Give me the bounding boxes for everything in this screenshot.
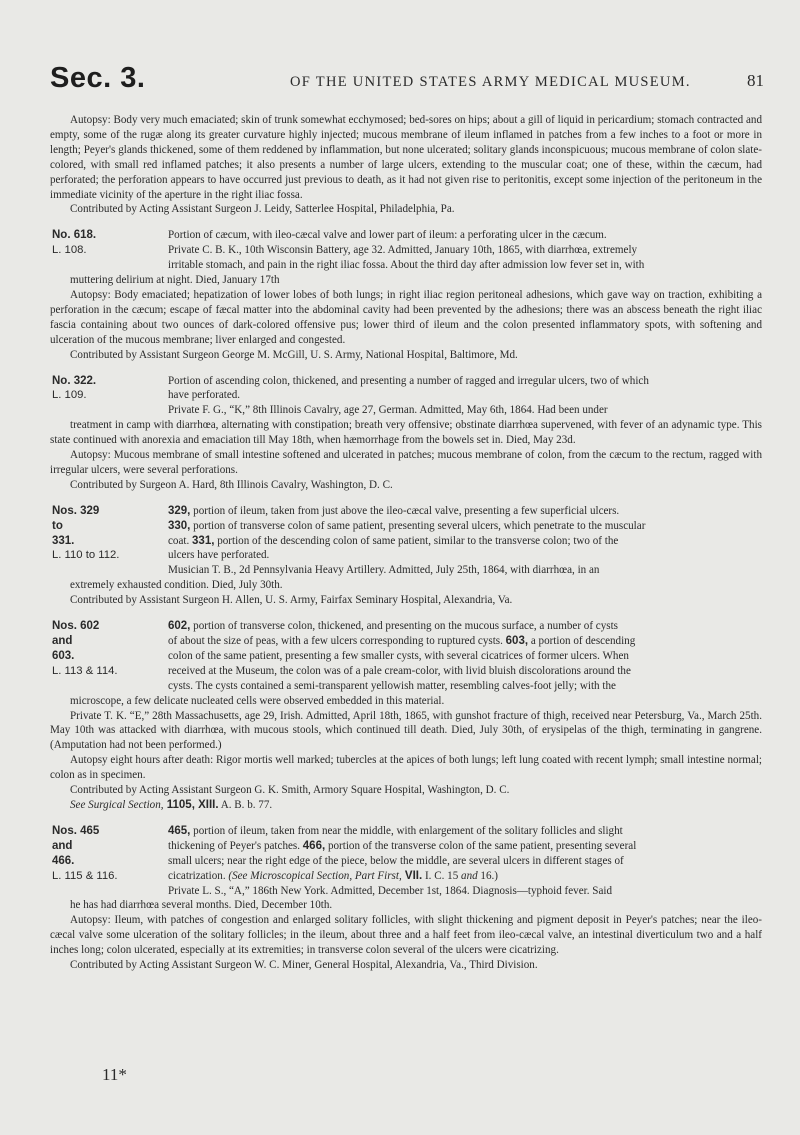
- specimen-ref: 329,: [168, 504, 191, 517]
- entry-line: have perforated.: [168, 389, 241, 402]
- specimen-entry-602-603: [50, 619, 762, 813]
- entry-line: Portion of cæcum, with ileo-cæcal valve and lower part of ileum: a perforating ulcer in the cæcum.: [168, 229, 607, 242]
- entry-text: he has had diarrhœa several months. Died, December 10th.: [70, 899, 333, 912]
- specimen-ref: 602,: [168, 620, 191, 633]
- entry-contributor: Contributed by Assistant Surgeon H. Allen, U. S. Army, Fairfax Seminary Hospital, Alexandria, Va.: [70, 594, 513, 607]
- catalogue-label: L. 113 & 114.: [52, 664, 118, 677]
- specimen-number: 466.: [52, 854, 75, 867]
- entry-autopsy: Autopsy: Ileum, with patches of congestion and enlarged solitary follicles, with slight thickening and pigment deposit in Peyer's patches; near the ileo-cæcal valve some ulceration of the solitary follicles; in the ileum, about three and a half feet from ileo-cæcal valve, an intestinal diverticulum two and a half inches long; colon ulcerated, especially at its extremities; in transverse colon several of the ulcers were cicatrizing.: [50, 914, 762, 957]
- entry-line: 465, portion of ileum, taken from near the middle, with enlargement of the solitary follicles and slight: [168, 824, 623, 837]
- catalogue-label: L. 110 to 112.: [52, 549, 120, 562]
- cross-reference: See Surgical Section, 1105, XIII. A. B. b. 77.: [70, 798, 273, 811]
- entry-line: of about the size of peas, with a few ulcers corresponding to ruptured cysts. 603, a portion of descending: [168, 635, 636, 647]
- specimen-entry-465-466: [50, 824, 762, 973]
- entry-line: ulcers have perforated.: [168, 549, 270, 562]
- entry-contributor: Contributed by Surgeon A. Hard, 8th Illinois Cavalry, Washington, D. C.: [70, 478, 393, 491]
- entry-line: cicatrization. (See Microscopical Section, Part First, VII. I. C. 15 and 16.): [168, 869, 498, 882]
- specimen-number: No. 322.: [52, 374, 97, 387]
- margin-label: [52, 374, 148, 404]
- intro-contributor: Contributed by Acting Assistant Surgeon J. Leidy, Satterlee Hospital, Philadelphia, Pa.: [70, 203, 455, 216]
- entry-line: colon of the same patient, presenting a few smaller cysts, with several cicatrices of former ulcers. When: [168, 649, 629, 662]
- catalogue-label: L. 109.: [52, 389, 87, 402]
- entry-line: Private F. G., “K,” 8th Illinois Cavalry, age 27, German. Admitted, May 6th, 1864. Had been under: [168, 404, 608, 417]
- signature-mark: 11*: [102, 1065, 127, 1084]
- page-body: [50, 113, 762, 973]
- entry-contributor: Contributed by Acting Assistant Surgeon W. C. Miner, General Hospital, Alexandria, Va., Third Division.: [70, 959, 538, 972]
- entry-text: extremely exhausted condition. Died, July 30th.: [70, 579, 283, 592]
- entry-line: Portion of ascending colon, thickened, and presenting a number of ragged and irregular ulcers, two of which: [168, 374, 649, 387]
- entry-autopsy: Autopsy: Body emaciated; hepatization of lower lobes of both lungs; in right iliac region peritoneal adhesions, which gave way on traction, exhibiting a perforation in the cæcum; escape of fæcal matter into the abdominal cavity had been prevented by the adhesions; there was an abscess beneath the right iliac fascia containing about two ounces of dark-colored offensive pus; lower third of ileum and the colon presented inflammatory spots, with softening and ulceration of the mucous membrane; liver enlarged and congested.: [50, 288, 762, 346]
- specimen-entry-322: [50, 374, 762, 493]
- specimen-number: 603.: [52, 649, 75, 662]
- margin-label: [52, 619, 148, 679]
- entry-text: muttering delirium at night. Died, January 17th: [70, 274, 280, 287]
- entry-text: treatment in camp with diarrhœa, alternating with constipation; breath very offensive; obstinate diarrhœa supervened, with fever of an adynamic type. This state continued with anorexia and emaciation till May 18th, when hæmorrhage from the bowels set in. Died, May 23d.: [50, 419, 762, 447]
- specimen-number: and: [52, 839, 73, 852]
- entry-line: small ulcers; near the right edge of the piece, below the middle, are several ulcers in different stages of: [168, 854, 624, 867]
- intro-autopsy: Autopsy: Body very much emaciated; skin of trunk somewhat ecchymosed; bed-sores on hips; about a gill of liquid in pericardium; stomach contracted and empty, some of the rugæ along its greater curvature highly injected; mucous membrane of ileum inflamed in patches from a few inches to a foot or more in length; Peyer's glands thickened, some of them reddened by inflammation, but none ulcerated; solitary glands inconspicuous; mucous membrane of colon slate-colored, with small red inflamed patches; it also presents a number of large ulcers, extending to the muscular coat; one of these, within the cæcum, had perforated; the perforation appears to have occurred just previous to death, as it had not given rise to peritonitis, except some injection of the peritoneum in the immediate vicinity of the aperture in the right iliac fossa.: [50, 114, 762, 201]
- specimen-ref: 466,: [302, 839, 326, 852]
- catalogue-label: L. 115 & 116.: [52, 869, 118, 882]
- specimen-entry-618: [50, 228, 762, 362]
- specimen-number: Nos. 602: [52, 620, 100, 633]
- specimen-entry-329-331: [50, 504, 762, 608]
- specimen-ref: 331,: [192, 534, 215, 547]
- entry-history: Private T. K. “E,” 28th Massachusetts, age 29, Irish. Admitted, April 18th, 1865, with gunshot fracture of thigh, received near Petersburg, Va., March 25th. May 10th was attacked with diarrhœa, with mucous stools, which continued till death. Died, July 30th, of erysipelas of the thigh, terminating in gangrene. (Amputation had not been performed.): [50, 709, 762, 752]
- entry-line: cysts. The cysts contained a semi-transparent yellowish matter, resembling calves-foot jelly; with the: [168, 679, 616, 692]
- entry-line: Private L. S., “A,” 186th New York. Admitted, December 1st, 1864. Diagnosis—typhoid fever. Said: [168, 884, 613, 897]
- entry-line: coat. 331, portion of the descending colon of same patient, similar to the transverse colon; two of the: [168, 534, 619, 547]
- specimen-number: Nos. 465: [52, 824, 100, 837]
- entry-line: thickening of Peyer's patches. 466, portion of the transverse colon of the same patient, presenting several: [168, 839, 637, 852]
- running-header: [50, 62, 770, 96]
- entry-line: 602, portion of transverse colon, thickened, and presenting on the mucous surface, a number of cysts: [168, 620, 618, 633]
- running-title: OF THE UNITED STATES ARMY MEDICAL MUSEUM.: [290, 74, 691, 90]
- entry-line: 329, portion of ileum, taken from just above the ileo-cæcal valve, presenting a few superficial ulcers.: [168, 504, 620, 517]
- entry-line: Private C. B. K., 10th Wisconsin Battery, age 32. Admitted, January 10th, 1865, with diarrhœa, extremely: [168, 244, 638, 257]
- entry-line: Musician T. B., 2d Pennsylvania Heavy Artillery. Admitted, July 25th, 1864, with diarrhœa, in an: [168, 564, 600, 577]
- specimen-number: No. 618.: [52, 229, 97, 242]
- entry-contributor: Contributed by Acting Assistant Surgeon G. K. Smith, Armory Square Hospital, Washington, D. C.: [70, 784, 510, 797]
- margin-label: [52, 228, 148, 258]
- entry-contributor: Contributed by Assistant Surgeon George M. McGill, U. S. Army, National Hospital, Baltimore, Md.: [70, 348, 518, 361]
- entry-line: 330, portion of transverse colon of same patient, presenting several ulcers, which penetrate to the muscular: [168, 519, 646, 532]
- specimen-ref: 330,: [168, 519, 191, 532]
- catalogue-label: L. 108.: [52, 244, 87, 257]
- specimen-number: Nos. 329: [52, 504, 100, 517]
- specimen-ref: 465,: [168, 824, 191, 837]
- entry-text: microscope, a few delicate nucleated cells were observed embedded in this material.: [70, 694, 445, 707]
- entry-autopsy: Autopsy: Mucous membrane of small intestine softened and ulcerated in patches; mucous membrane of colon, from the cæcum to the rectum, ragged with irregular ulcers, were several perforations.: [50, 449, 762, 476]
- margin-label: [52, 504, 148, 564]
- specimen-number: 331.: [52, 534, 75, 547]
- page-number: 81: [747, 71, 764, 90]
- specimen-ref: 603,: [505, 635, 529, 647]
- entry-line: received at the Museum, the colon was of a pale cream-color, with livid bluish discolorations around the: [168, 664, 631, 677]
- entry-line: irritable stomach, and pain in the right iliac fossa. About the third day after admission low fever set in, with: [168, 259, 645, 272]
- section-label: Sec. 3.: [50, 62, 146, 94]
- entry-autopsy: Autopsy eight hours after death: Rigor mortis well marked; tubercles at the apices of both lungs; left lung coated with recent lymph; small intestine normal; colon as in specimen.: [50, 754, 762, 782]
- margin-label: [52, 824, 148, 884]
- specimen-number: to: [52, 519, 63, 532]
- specimen-number: and: [52, 635, 73, 647]
